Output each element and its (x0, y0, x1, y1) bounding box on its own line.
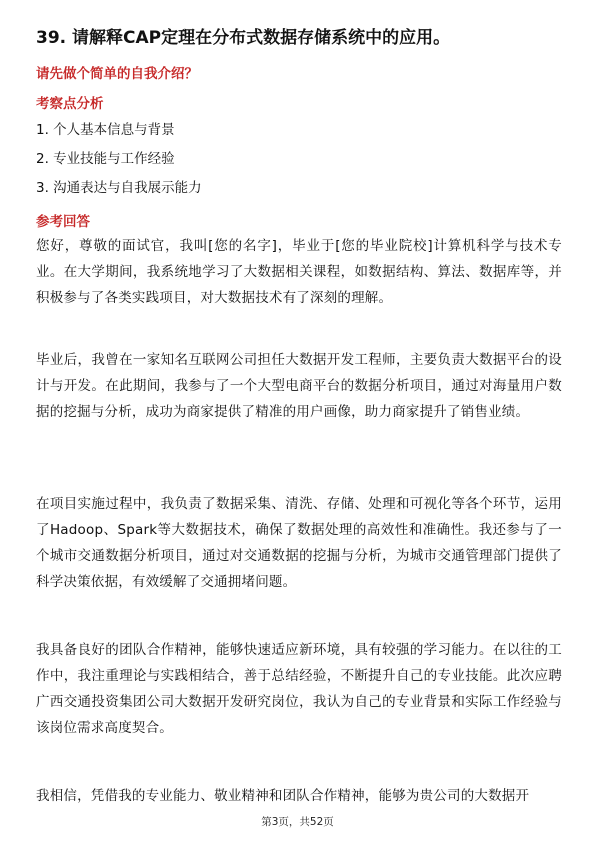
answer-paragraph: 毕业后，我曾在一家知名互联网公司担任大数据开发工程师，主要负责大数据平台的设计与开发。在此期间，我参与了一个大型电商平台的数据分析项目，通过对海量用户数据的挖掘与分析，成功为商家提供了精准的用户画像，助力商家提升了销售业绩。 (36, 352, 562, 420)
answer-paragraph: 我具备良好的团队合作精神，能够快速适应新环境，具有较强的学习能力。在以往的工作中，我注重理论与实践相结合，善于总结经验，不断提升自己的专业技能。此次应聘广西交通投资集团公司大数据开发研究岗位，我认为自己的专业背景和实际工作经验与该岗位需求高度契合。 (36, 642, 562, 736)
question-title: 39. 请解释CAP定理在分布式数据存储系统中的应用。 (36, 28, 451, 48)
answer-heading: 参考回答 (36, 214, 90, 230)
answer-paragraph: 我相信，凭借我的专业能力、敬业精神和团队合作精神，能够为贵公司的大数据开 (36, 788, 530, 804)
analysis-heading: 考察点分析 (36, 96, 104, 112)
sub-question: 请先做个简单的自我介绍？ (36, 66, 198, 82)
analysis-item: 1. 个人基本信息与背景 (36, 122, 175, 138)
answer-paragraph: 在项目实施过程中，我负责了数据采集、清洗、存储、处理和可视化等各个环节，运用了Hadoop、Spark等大数据技术，确保了数据处理的高效性和准确性。我还参与了一个城市交通数据分析项目，通过对交通数据的挖掘与分析，为城市交通管理部门提供了科学决策依据，有效缓解了交通拥堵问题。 (36, 496, 562, 590)
page-number: 第3页，共52页 (261, 816, 334, 828)
answer-paragraph: 您好，尊敬的面试官，我叫[您的名字]，毕业于[您的毕业院校]计算机科学与技术专业。在大学期间，我系统地学习了大数据相关课程，如数据结构、算法、数据库等，并积极参与了各类实践项目，对大数据技术有了深刻的理解。 (36, 238, 562, 306)
analysis-item: 2. 专业技能与工作经验 (36, 151, 175, 167)
analysis-item: 3. 沟通表达与自我展示能力 (36, 180, 202, 196)
